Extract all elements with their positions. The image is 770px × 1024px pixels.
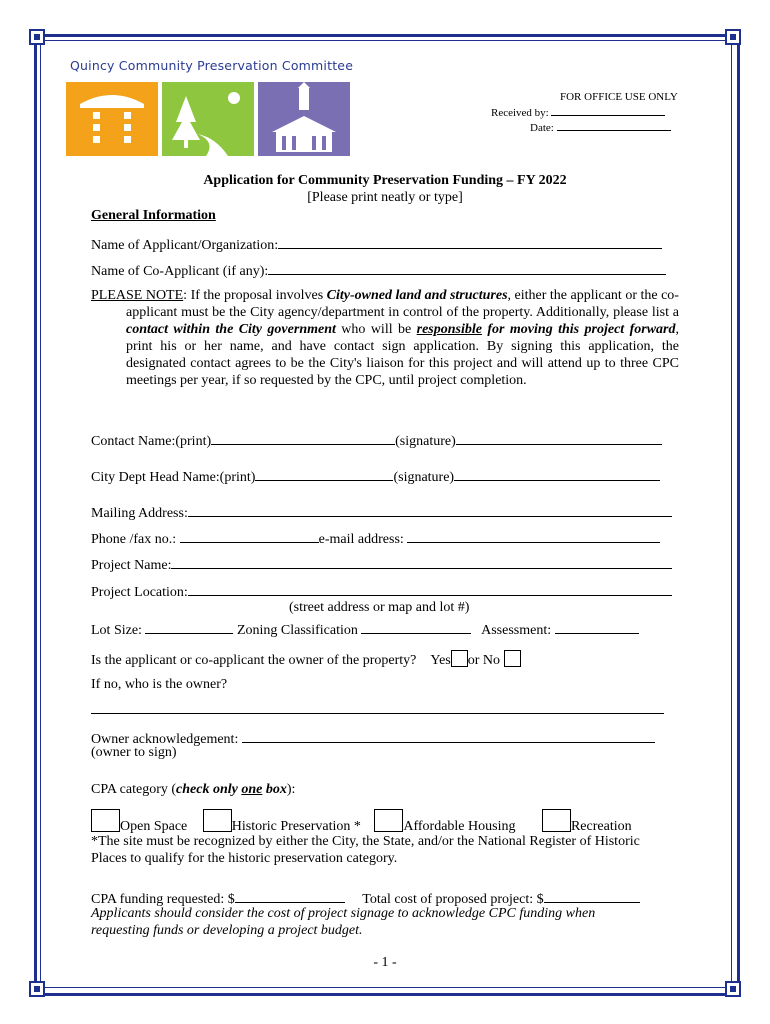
phone-line[interactable] [180, 527, 319, 543]
date-label: Date: [530, 122, 557, 134]
open-space-label: Open Space [120, 819, 188, 834]
recreation-checkbox[interactable] [542, 809, 571, 832]
owner-question [91, 650, 521, 669]
project-name-line[interactable] [171, 553, 672, 569]
phone-email-field [91, 527, 660, 548]
note-label: PLEASE NOTE [91, 288, 184, 303]
funding-note: Applicants should consider the cost of project signage to acknowledge CPC funding when requesting funds or developing a project budget. [91, 906, 596, 938]
historic-preservation-label: Historic Preservation * [231, 819, 361, 834]
corner-ornament [29, 29, 45, 45]
applicant-field [91, 233, 662, 254]
total-cost-line[interactable] [544, 887, 640, 903]
steeple [299, 88, 309, 110]
note-text: : If the proposal involves [183, 288, 327, 303]
mailing-line[interactable] [188, 501, 672, 517]
corner-ornament [29, 981, 45, 997]
dept-head-line[interactable] [255, 465, 393, 481]
corner-ornament [725, 29, 741, 45]
mailing-label: Mailing Address: [91, 506, 188, 521]
lot-size-label: Lot Size: [91, 623, 146, 638]
funding-requested-line[interactable] [235, 887, 345, 903]
project-location-field [91, 580, 672, 601]
page-number: - 1 - [373, 955, 397, 970]
please-note [91, 287, 679, 389]
owner-name-line[interactable] [91, 713, 664, 714]
applicant-line[interactable] [278, 233, 662, 249]
office-use-title: FOR OFFICE USE ONLY [560, 91, 678, 103]
date-line[interactable] [557, 120, 671, 131]
contact-line[interactable] [211, 429, 395, 445]
no-label: or No [467, 653, 501, 668]
lot-zoning-field [91, 618, 639, 639]
no-checkbox[interactable] [504, 650, 521, 667]
contact-label: Contact Name:(print) [91, 434, 212, 449]
logo-openspace-panel [162, 82, 254, 156]
sun [228, 92, 240, 104]
project-name-label: Project Name: [91, 558, 172, 573]
assessment-label: Assessment: [478, 623, 555, 638]
project-location-label: Project Location: [91, 585, 188, 600]
dept-head-label: City Dept Head Name:(print) [91, 470, 256, 485]
note-emphasis: responsible [416, 322, 482, 337]
owner-ack-label: Owner acknowledgement: [91, 732, 242, 747]
note-emphasis: contact within the City government [126, 322, 336, 337]
email-label: e-mail address: [318, 532, 408, 547]
dept-head-field [91, 465, 660, 486]
org-name: Quincy Community Preservation Committee [70, 58, 354, 73]
project-name-field [91, 553, 672, 574]
signature-label: (signature) [393, 470, 455, 485]
date-field [530, 120, 671, 135]
affordable-housing-label: Affordable Housing [403, 819, 516, 834]
corner-ornament [725, 981, 741, 997]
cpa-label-text: ): [286, 782, 296, 797]
note-emphasis: for moving this project forward [481, 322, 676, 337]
lot-size-line[interactable] [145, 618, 233, 634]
applicant-label: Name of Applicant/Organization: [91, 238, 279, 253]
owner-question-label: Is the applicant or co-applicant the owner of the property? [91, 653, 417, 668]
open-space-checkbox[interactable] [91, 809, 120, 832]
cpa-label-emphasis: one [241, 782, 263, 797]
yes-checkbox[interactable] [451, 650, 468, 667]
historic-footnote: *The site must be recognized by either the City, the State, and/or the National Register of Historic Places to qualify for the historic preservation category. [91, 834, 640, 866]
signature-label: (signature) [395, 434, 456, 449]
house-body [84, 108, 140, 156]
form-subtitle: [Please print neatly or type] [307, 190, 463, 205]
total-cost-label: Total cost of proposed project: $ [362, 892, 544, 907]
contact-field [91, 429, 662, 450]
note-text: , either the applicant or the co-applicant must be the City agency/department in control of the property. Additionally, please list a [126, 288, 679, 320]
location-hint: (street address or map and lot #) [289, 600, 470, 615]
co-applicant-field [91, 259, 666, 280]
co-applicant-label: Name of Co-Applicant (if any): [91, 264, 269, 279]
cpa-category-label [91, 781, 295, 798]
note-emphasis: City-owned land and structures [326, 288, 508, 303]
co-applicant-line[interactable] [268, 259, 666, 275]
contact-signature-line[interactable] [456, 429, 662, 445]
section-heading: General Information [91, 208, 216, 223]
owner-ack-line[interactable] [242, 727, 655, 743]
phone-label: Phone /fax no.: [91, 532, 180, 547]
note-text: who will be [335, 322, 417, 337]
historic-preservation-checkbox[interactable] [203, 809, 232, 832]
zoning-line[interactable] [361, 618, 471, 634]
cpa-label-emphasis: box [262, 782, 287, 797]
cpc-logo [66, 82, 350, 156]
dept-head-signature-line[interactable] [454, 465, 660, 481]
cpa-label-emphasis: check only [176, 782, 242, 797]
cpa-label-text: CPA category ( [91, 782, 177, 797]
form-title: Application for Community Preservation Funding – FY 2022 [203, 173, 567, 188]
who-owner-label: If no, who is the owner? [91, 677, 228, 692]
email-line[interactable] [407, 527, 660, 543]
owner-sign-label: (owner to sign) [91, 745, 177, 760]
received-by-field [491, 105, 665, 120]
note-text: , print his or her name, and have contact sign application. By signing this application, the designated contact agrees to be the City's liaison for this project and will attend up to three CPC meetings per year, if so requested by the CPC, until project completion. [126, 322, 679, 388]
funding-requested-label: CPA funding requested: $ [91, 892, 235, 907]
project-location-line[interactable] [188, 580, 672, 596]
received-by-label: Received by: [491, 107, 552, 119]
affordable-housing-checkbox[interactable] [374, 809, 403, 832]
yes-label: Yes [430, 653, 451, 668]
assessment-line[interactable] [555, 618, 639, 634]
recreation-label: Recreation [570, 819, 632, 834]
zoning-label: Zoning Classification [233, 623, 362, 638]
mailing-field [91, 501, 672, 522]
cpa-options [91, 809, 681, 835]
received-by-line[interactable] [551, 105, 665, 116]
